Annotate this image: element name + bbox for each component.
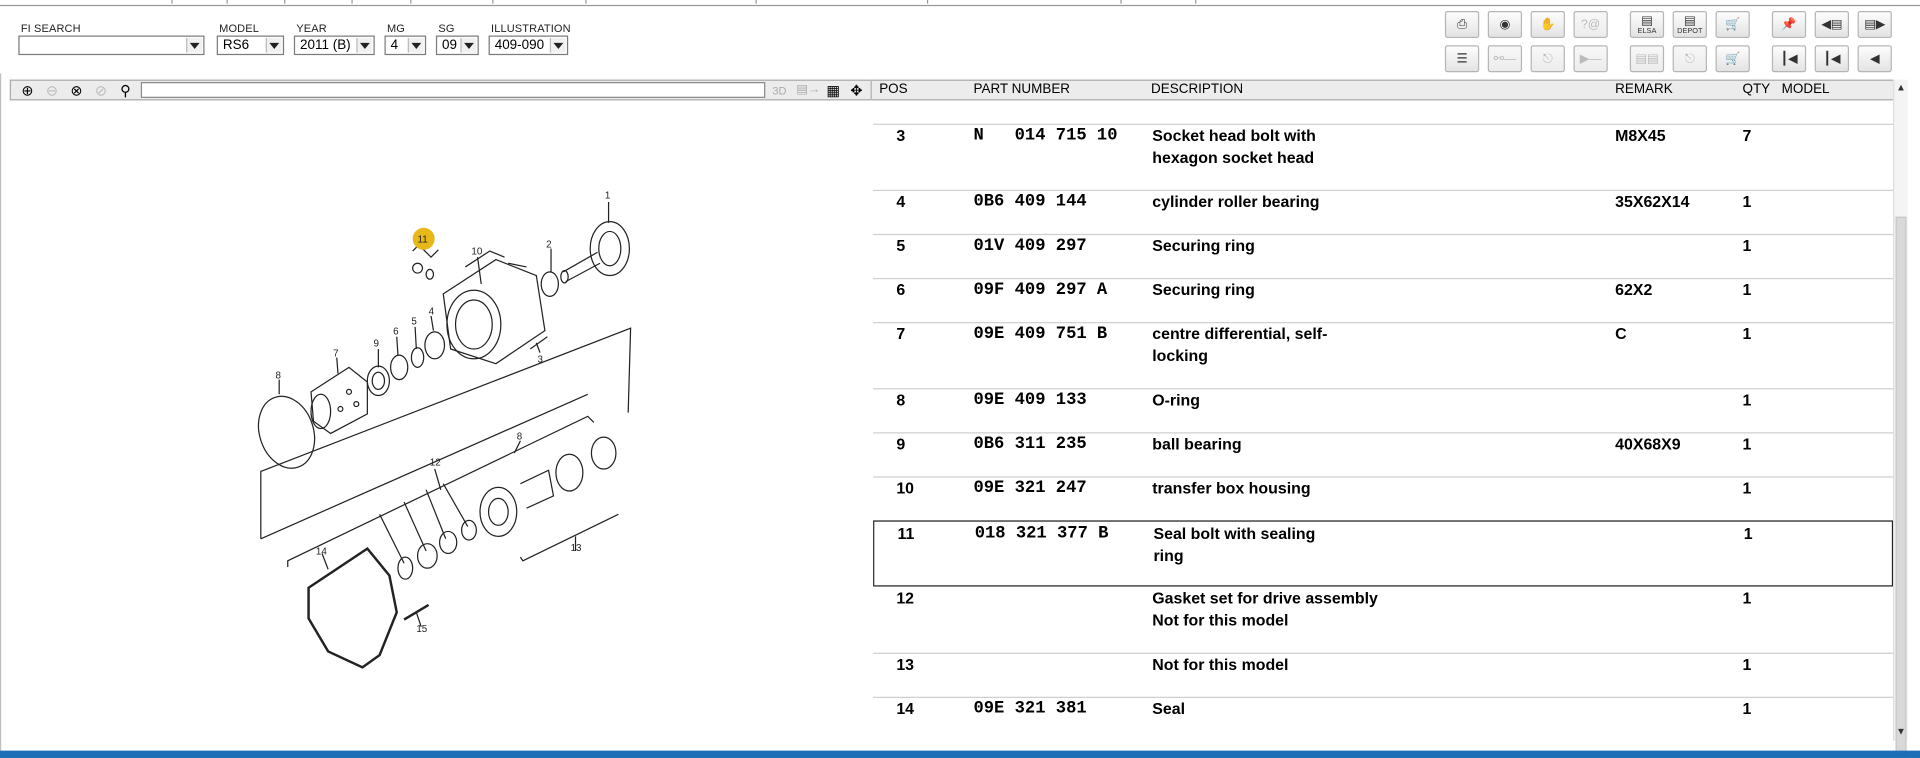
first-icon: ┃◀ bbox=[1780, 52, 1798, 66]
table-row[interactable]: 4 0B6 409 144 cylinder roller bearing 35X62X14 1 bbox=[873, 191, 1893, 235]
fi-search-label: FI SEARCH bbox=[20, 22, 81, 35]
compare-icon: ▤▤ bbox=[1635, 52, 1659, 66]
disc-icon: ◉ bbox=[1499, 17, 1511, 32]
cart-icon: 🛒 bbox=[1725, 52, 1741, 66]
previous-button[interactable] bbox=[1815, 45, 1849, 72]
zoom-reset-icon: ⊘ bbox=[94, 81, 108, 99]
magnifier-button[interactable] bbox=[115, 82, 136, 98]
tree-button[interactable] bbox=[1531, 45, 1565, 72]
mg-label: MG bbox=[386, 22, 405, 35]
key-icon: ⚯— bbox=[1493, 52, 1517, 66]
scrollbar-thumb[interactable] bbox=[1896, 217, 1907, 758]
table-row[interactable]: 13 Not for this model 1 bbox=[873, 654, 1893, 698]
table-row[interactable] bbox=[873, 103, 1893, 125]
zoom-fit-button[interactable] bbox=[66, 82, 87, 98]
label-12[interactable]: 12 bbox=[429, 457, 441, 469]
resize-button[interactable] bbox=[846, 82, 867, 98]
help-icon: ?@ bbox=[1581, 17, 1601, 32]
table-scrollbar[interactable] bbox=[1893, 80, 1908, 741]
left-border bbox=[0, 73, 1, 750]
label-8[interactable]: 8 bbox=[275, 370, 281, 382]
zoom-fit-icon: ⊗ bbox=[70, 81, 83, 99]
depot-icon: ▤ bbox=[1684, 14, 1696, 29]
label-8b[interactable]: 8 bbox=[516, 431, 523, 443]
fi-search-box[interactable] bbox=[18, 36, 204, 56]
label-15[interactable]: 15 bbox=[416, 623, 428, 635]
mg-box[interactable]: 4 bbox=[384, 36, 426, 56]
layout-icon: ▦ bbox=[826, 81, 841, 99]
magnifier-icon: ⚲ bbox=[120, 81, 131, 99]
resize-icon: ✥ bbox=[850, 81, 863, 99]
pin-button[interactable] bbox=[1772, 11, 1806, 38]
label-2[interactable]: 2 bbox=[546, 239, 552, 251]
tab-strip bbox=[0, 0, 1920, 6]
list-icon: ☰ bbox=[1456, 52, 1468, 66]
table-row[interactable]: 5 01V 409 297 Securing ring 1 bbox=[873, 235, 1893, 279]
next-page-button[interactable] bbox=[1858, 11, 1892, 38]
label-10[interactable]: 10 bbox=[471, 246, 483, 258]
chevron-down-icon[interactable] bbox=[550, 38, 566, 53]
view-3d-button[interactable]: 3D bbox=[772, 83, 787, 97]
zoom-reset-button[interactable] bbox=[91, 82, 112, 98]
table-row[interactable]: 8 09E 409 133 O-ring 1 bbox=[873, 389, 1893, 433]
layout-button[interactable] bbox=[823, 82, 844, 98]
sg-label: SG bbox=[438, 22, 455, 35]
header-pos[interactable]: POS bbox=[879, 82, 908, 97]
sg-box[interactable]: 09 bbox=[436, 36, 479, 56]
tree2-button[interactable] bbox=[1673, 45, 1707, 72]
hierarchy-icon: ⎋ bbox=[1684, 52, 1695, 66]
chevron-down-icon[interactable] bbox=[266, 38, 282, 53]
handshake-button[interactable] bbox=[1531, 11, 1565, 38]
help-button[interactable] bbox=[1573, 11, 1607, 38]
cart2-button[interactable] bbox=[1716, 45, 1750, 72]
back-icon: ◀ bbox=[1869, 52, 1880, 66]
parts-table-body bbox=[873, 103, 1893, 740]
label-4[interactable]: 4 bbox=[428, 306, 435, 318]
label-13[interactable]: 13 bbox=[570, 543, 582, 555]
table-row-selected[interactable]: 11 018 321 377 B Seal bolt with sealing ring 1 bbox=[873, 520, 1893, 586]
label-11[interactable]: 11 bbox=[417, 234, 428, 246]
print-button[interactable] bbox=[1445, 11, 1479, 38]
bottom-accent-bar bbox=[0, 751, 1920, 758]
zoom-in-button[interactable] bbox=[17, 82, 38, 98]
year-box[interactable]: 2011 (B) bbox=[294, 36, 375, 56]
header-model[interactable]: MODEL bbox=[1781, 82, 1830, 97]
handshake-icon: ✋ bbox=[1540, 17, 1556, 32]
parts-table-header bbox=[872, 80, 1893, 101]
label-1[interactable]: 1 bbox=[604, 190, 611, 202]
label-7[interactable]: 7 bbox=[333, 348, 339, 360]
pin-icon: 📌 bbox=[1781, 17, 1797, 32]
zoom-out-button[interactable] bbox=[42, 82, 63, 98]
chevron-down-icon[interactable] bbox=[356, 38, 372, 53]
header-description[interactable]: DESCRIPTION bbox=[1151, 82, 1244, 97]
print-icon: ⎙ bbox=[1457, 17, 1467, 32]
model-box[interactable]: RS6 bbox=[217, 36, 284, 56]
elsa-button[interactable]: ▤ ELSA bbox=[1630, 11, 1664, 38]
header-part-number[interactable]: PART NUMBER bbox=[973, 82, 1071, 97]
label-6[interactable]: 6 bbox=[393, 326, 399, 338]
play-icon: ▶— bbox=[1579, 52, 1602, 66]
elsa-icon: ▤ bbox=[1641, 14, 1653, 29]
label-9[interactable]: 9 bbox=[373, 338, 379, 350]
split-view-button[interactable] bbox=[795, 82, 822, 98]
label-14[interactable]: 14 bbox=[315, 546, 327, 558]
table-row[interactable]: 6 09F 409 297 A Securing ring 62X2 1 bbox=[873, 279, 1893, 323]
table-row[interactable]: 7 09E 409 751 B centre differential, self-locking C 1 bbox=[873, 323, 1893, 389]
table-row[interactable]: 9 0B6 311 235 ball bearing 40X68X9 1 bbox=[873, 433, 1893, 477]
chevron-down-icon[interactable] bbox=[460, 38, 476, 53]
table-row[interactable]: 10 09E 321 247 transfer box housing 1 bbox=[873, 478, 1893, 522]
tree-icon: ⎋ bbox=[1542, 52, 1553, 66]
drawing-toolbar bbox=[10, 80, 872, 101]
cart-button[interactable] bbox=[1716, 11, 1750, 38]
illustration-label: ILLUSTRATION bbox=[491, 22, 571, 35]
label-5[interactable]: 5 bbox=[411, 316, 417, 328]
header-remark[interactable]: REMARK bbox=[1615, 82, 1673, 97]
year-label: YEAR bbox=[296, 22, 327, 35]
split-view-icon: ▤→ bbox=[796, 83, 821, 97]
drawing-search-input[interactable] bbox=[141, 82, 765, 98]
scroll-down-icon[interactable]: ▼ bbox=[1896, 726, 1906, 738]
label-3[interactable]: 3 bbox=[537, 354, 544, 366]
play-button[interactable] bbox=[1573, 45, 1607, 72]
key-button[interactable] bbox=[1488, 45, 1522, 72]
exploded-parts-diagram[interactable] bbox=[0, 103, 872, 746]
previous-icon: ┃◀ bbox=[1823, 52, 1841, 66]
next-page-icon: ▤▶ bbox=[1864, 17, 1886, 32]
depot-button[interactable]: ▤ DEPOT bbox=[1673, 11, 1707, 38]
model-label: MODEL bbox=[219, 22, 260, 35]
chevron-down-icon[interactable] bbox=[408, 38, 424, 53]
illustration-box[interactable]: 409-090 bbox=[489, 36, 569, 56]
list-button[interactable] bbox=[1445, 45, 1479, 72]
back-button[interactable] bbox=[1858, 45, 1892, 72]
table-row[interactable]: 14 09E 321 381 Seal 1 bbox=[896, 699, 1752, 719]
disc-button[interactable] bbox=[1488, 11, 1522, 38]
prev-page-icon: ◀▤ bbox=[1821, 17, 1843, 32]
scroll-up-icon[interactable]: ▲ bbox=[1896, 82, 1906, 94]
first-button[interactable] bbox=[1772, 45, 1806, 72]
table-row[interactable]: 3 N 014 715 10 Socket head bolt with hexagon socket head M8X45 7 bbox=[873, 125, 1893, 191]
cart-icon: 🛒 bbox=[1725, 17, 1741, 32]
zoom-out-icon: ⊖ bbox=[45, 81, 59, 99]
prev-page-button[interactable] bbox=[1815, 11, 1849, 38]
chevron-down-icon[interactable] bbox=[186, 38, 202, 53]
header-qty[interactable]: QTY bbox=[1742, 82, 1771, 97]
table-row[interactable]: 12 Gasket set for drive assembly Not for this model 1 bbox=[873, 588, 1893, 654]
compare-button[interactable] bbox=[1630, 45, 1664, 72]
zoom-in-icon: ⊕ bbox=[21, 81, 34, 99]
